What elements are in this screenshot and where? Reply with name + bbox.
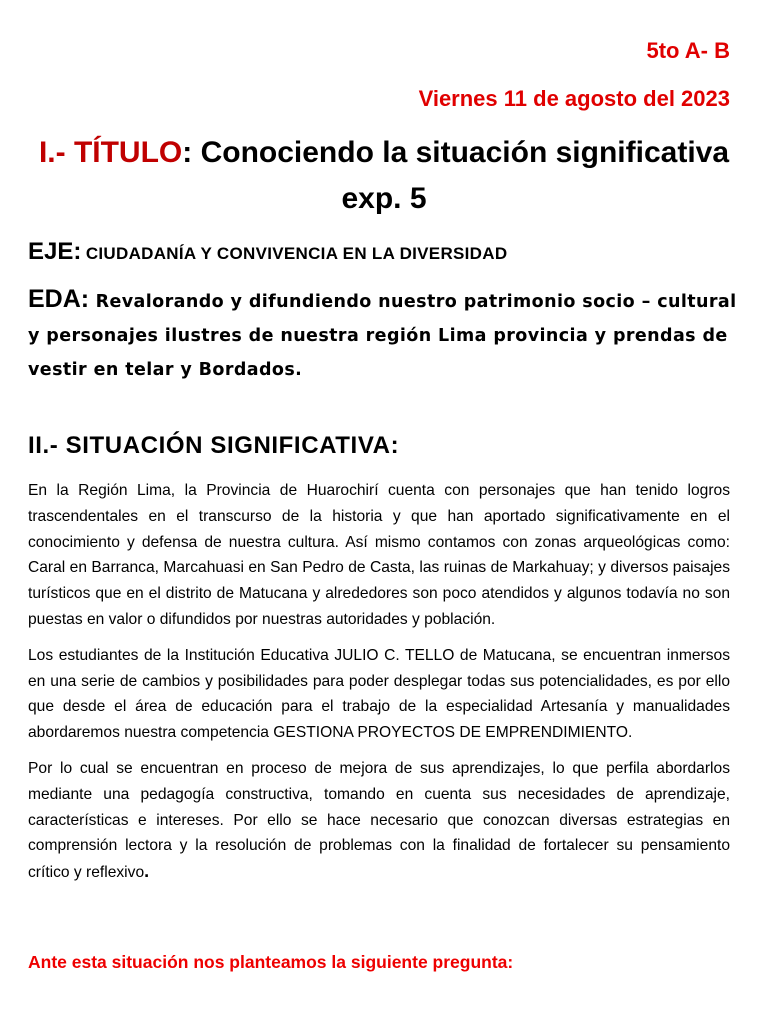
situation-body (28, 478, 730, 896)
class-date: Viernes 11 de agosto del 2023 (418, 86, 730, 111)
page-title (30, 130, 738, 222)
paragraph (28, 756, 730, 886)
paragraph-text: Por lo cual se encuentran en proceso de mejora de sus aprendizajes, lo que perfila abordarlos mediante una pedagogía constructiva, tomando en cuenta sus necesidades de aprendizaje, características e intereses. Por ello se hace necesario que conozcan diversas estrategias en comprensión lectora y la resolución de problemas con la finalidad de fortalecer su pensamiento crítico y reflexivo (28, 759, 730, 882)
guiding-question: Ante esta situación nos planteamos la siguiente pregunta: (28, 952, 514, 972)
section-heading: II.- SITUACIÓN SIGNIFICATIVA: (28, 432, 400, 459)
grade-section: 5to A- B (646, 38, 730, 63)
eje-label: EJE: (28, 238, 82, 265)
eda-block (28, 282, 740, 387)
eje-text: CIUDADANÍA Y CONVIVENCIA EN LA DIVERSIDAD (85, 244, 508, 263)
eda-label: EDA: (28, 285, 90, 313)
final-period: . (144, 861, 150, 882)
eje-line (28, 238, 507, 266)
paragraph: Los estudiantes de la Institución Educativa JULIO C. TELLO de Matucana, se encuentran inmersos en una serie de cambios y posibilidades para poder desplegar todas sus potencialidades, es por ello que desde el área de educación para el trabajo de la especialidad Artesanía y manualidades abordaremos nuestra competencia GESTIONA PROYECTOS DE EMPRENDIMIENTO. (28, 646, 730, 742)
eda-text: Revalorando y difundiendo nuestro patrimonio socio – cultural y personajes ilustres de nuestra región Lima provincia y prendas de vestir en telar y Bordados. (28, 292, 737, 380)
paragraph: En la Región Lima, la Provincia de Huarochirí cuenta con personajes que han tenido logros trascendentales en el transcurso de la historia y que han aportado significativamente en el conocimiento y defensa de nuestra cultura. Así mismo contamos con zonas arqueológicas como: Caral en Barranca, Marcahuasi en San Pedro de Casta, las ruinas de Markahuay; y diversos paisajes turísticos que en el distrito de Matucana y alrededores son poco atendidos y algunos todavía no son puestas en valor o difundidos por nuestras autoridades y población. (28, 482, 730, 628)
title-text: : Conociendo la situación significativa exp. 5 (182, 136, 730, 215)
title-prefix: I.- TÍTULO (38, 136, 183, 169)
